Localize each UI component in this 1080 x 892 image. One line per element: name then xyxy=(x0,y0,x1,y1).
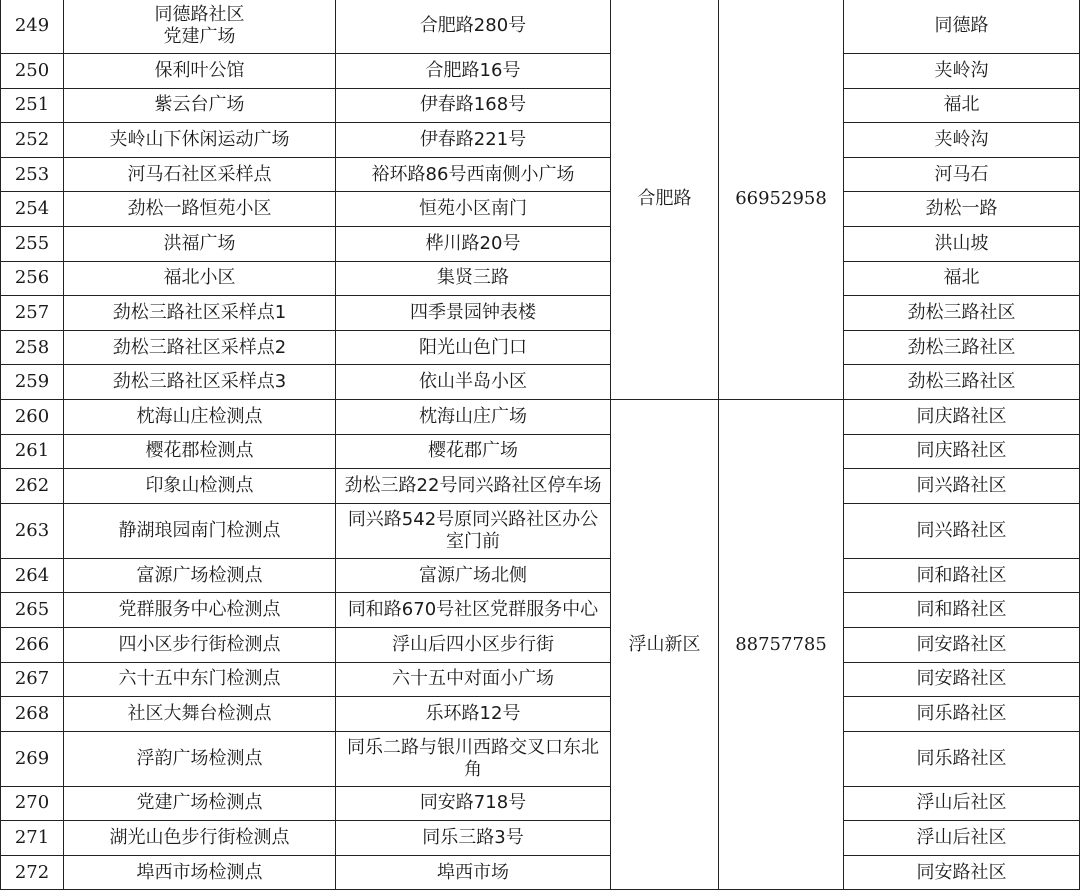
site-address-cell: 同兴路542号原同兴路社区办公 室门前 xyxy=(336,503,611,558)
site-name-cell: 紫云台广场 xyxy=(64,88,336,123)
site-name-cell: 劲松三路社区采样点2 xyxy=(64,330,336,365)
street-cell: 合肥路 xyxy=(611,0,719,399)
site-address-cell: 依山半岛小区 xyxy=(336,365,611,400)
row-number-cell: 265 xyxy=(1,593,64,628)
site-address-cell: 埠西市场 xyxy=(336,855,611,890)
community-cell: 劲松三路社区 xyxy=(844,330,1080,365)
site-address-cell: 合肥路280号 xyxy=(336,0,611,54)
community-cell: 同安路社区 xyxy=(844,855,1080,890)
row-number-cell: 261 xyxy=(1,434,64,469)
community-cell: 同乐路社区 xyxy=(844,697,1080,732)
site-name-cell: 保利叶公馆 xyxy=(64,54,336,89)
site-address-cell: 富源广场北侧 xyxy=(336,558,611,593)
site-name-cell: 劲松三路社区采样点1 xyxy=(64,296,336,331)
site-name-cell: 劲松一路恒苑小区 xyxy=(64,192,336,227)
community-cell: 劲松三路社区 xyxy=(844,296,1080,331)
table-row xyxy=(1,296,1080,331)
site-name-cell: 六十五中东门检测点 xyxy=(64,662,336,697)
site-address-cell: 集贤三路 xyxy=(336,261,611,296)
table-row xyxy=(1,558,1080,593)
row-number-cell: 253 xyxy=(1,157,64,192)
row-number-cell: 250 xyxy=(1,54,64,89)
site-address-cell: 同和路670号社区党群服务中心 xyxy=(336,593,611,628)
table-row xyxy=(1,0,1080,54)
table-row xyxy=(1,88,1080,123)
row-number-cell: 259 xyxy=(1,365,64,400)
row-number-cell: 271 xyxy=(1,821,64,856)
table-row xyxy=(1,697,1080,732)
row-number-cell: 262 xyxy=(1,469,64,504)
community-cell: 洪山坡 xyxy=(844,226,1080,261)
site-name-cell: 福北小区 xyxy=(64,261,336,296)
table-row xyxy=(1,330,1080,365)
community-cell: 浮山后社区 xyxy=(844,786,1080,821)
row-number-cell: 254 xyxy=(1,192,64,227)
site-address-cell: 樱花郡广场 xyxy=(336,434,611,469)
table-row xyxy=(1,821,1080,856)
site-address-cell: 阳光山色门口 xyxy=(336,330,611,365)
row-number-cell: 272 xyxy=(1,855,64,890)
community-cell: 同安路社区 xyxy=(844,662,1080,697)
table-row xyxy=(1,192,1080,227)
community-cell: 同庆路社区 xyxy=(844,434,1080,469)
row-number-cell: 255 xyxy=(1,226,64,261)
table-row xyxy=(1,593,1080,628)
site-name-cell: 樱花郡检测点 xyxy=(64,434,336,469)
community-cell: 夹岭沟 xyxy=(844,54,1080,89)
table-row xyxy=(1,399,1080,434)
site-name-cell: 浮韵广场检测点 xyxy=(64,731,336,786)
site-address-cell: 伊春路168号 xyxy=(336,88,611,123)
row-number-cell: 263 xyxy=(1,503,64,558)
row-number-cell: 260 xyxy=(1,399,64,434)
community-cell: 福北 xyxy=(844,261,1080,296)
site-name-cell: 党建广场检测点 xyxy=(64,786,336,821)
site-address-cell: 劲松三路22号同兴路社区停车场 xyxy=(336,469,611,504)
table-row xyxy=(1,434,1080,469)
site-name-cell: 富源广场检测点 xyxy=(64,558,336,593)
community-cell: 河马石 xyxy=(844,157,1080,192)
row-number-cell: 264 xyxy=(1,558,64,593)
community-cell: 同和路社区 xyxy=(844,558,1080,593)
community-cell: 劲松三路社区 xyxy=(844,365,1080,400)
phone-cell: 66952958 xyxy=(719,0,844,399)
table-row xyxy=(1,503,1080,558)
site-address-cell: 乐环路12号 xyxy=(336,697,611,732)
phone-cell: 88757785 xyxy=(719,399,844,890)
site-name-cell: 湖光山色步行街检测点 xyxy=(64,821,336,856)
street-cell: 浮山新区 xyxy=(611,399,719,890)
community-cell: 同庆路社区 xyxy=(844,399,1080,434)
table-row xyxy=(1,123,1080,158)
row-number-cell: 249 xyxy=(1,0,64,54)
site-name-cell: 四小区步行街检测点 xyxy=(64,627,336,662)
table-row xyxy=(1,54,1080,89)
site-address-cell: 伊春路221号 xyxy=(336,123,611,158)
site-address-cell: 裕环路86号西南侧小广场 xyxy=(336,157,611,192)
table-row xyxy=(1,469,1080,504)
site-address-cell: 四季景园钟表楼 xyxy=(336,296,611,331)
community-cell: 同德路 xyxy=(844,0,1080,54)
site-name-cell: 印象山检测点 xyxy=(64,469,336,504)
site-name-cell: 枕海山庄检测点 xyxy=(64,399,336,434)
table-row xyxy=(1,226,1080,261)
community-cell: 同和路社区 xyxy=(844,593,1080,628)
table-row xyxy=(1,365,1080,400)
community-cell: 同兴路社区 xyxy=(844,469,1080,504)
row-number-cell: 268 xyxy=(1,697,64,732)
site-name-cell: 社区大舞台检测点 xyxy=(64,697,336,732)
community-cell: 劲松一路 xyxy=(844,192,1080,227)
site-name-cell: 夹岭山下休闲运动广场 xyxy=(64,123,336,158)
table-body xyxy=(1,0,1080,890)
site-address-cell: 六十五中对面小广场 xyxy=(336,662,611,697)
community-cell: 夹岭沟 xyxy=(844,123,1080,158)
table-row xyxy=(1,786,1080,821)
table-row xyxy=(1,662,1080,697)
community-cell: 同乐路社区 xyxy=(844,731,1080,786)
site-address-cell: 恒苑小区南门 xyxy=(336,192,611,227)
row-number-cell: 256 xyxy=(1,261,64,296)
row-number-cell: 266 xyxy=(1,627,64,662)
table-row xyxy=(1,731,1080,786)
table-row xyxy=(1,855,1080,890)
site-name-cell: 静湖琅园南门检测点 xyxy=(64,503,336,558)
site-address-cell: 同安路718号 xyxy=(336,786,611,821)
site-name-cell: 洪福广场 xyxy=(64,226,336,261)
community-cell: 同安路社区 xyxy=(844,627,1080,662)
table-row xyxy=(1,157,1080,192)
site-name-cell: 劲松三路社区采样点3 xyxy=(64,365,336,400)
site-name-cell: 党群服务中心检测点 xyxy=(64,593,336,628)
site-address-cell: 同乐二路与银川西路交叉口东北 角 xyxy=(336,731,611,786)
site-address-cell: 桦川路20号 xyxy=(336,226,611,261)
site-name-cell: 同德路社区 党建广场 xyxy=(64,0,336,54)
site-address-cell: 合肥路16号 xyxy=(336,54,611,89)
row-number-cell: 251 xyxy=(1,88,64,123)
site-address-cell: 同乐三路3号 xyxy=(336,821,611,856)
site-address-cell: 枕海山庄广场 xyxy=(336,399,611,434)
community-cell: 浮山后社区 xyxy=(844,821,1080,856)
row-number-cell: 257 xyxy=(1,296,64,331)
site-name-cell: 河马石社区采样点 xyxy=(64,157,336,192)
row-number-cell: 252 xyxy=(1,123,64,158)
row-number-cell: 269 xyxy=(1,731,64,786)
community-cell: 同兴路社区 xyxy=(844,503,1080,558)
row-number-cell: 258 xyxy=(1,330,64,365)
table-row xyxy=(1,627,1080,662)
site-address-cell: 浮山后四小区步行街 xyxy=(336,627,611,662)
row-number-cell: 267 xyxy=(1,662,64,697)
site-name-cell: 埠西市场检测点 xyxy=(64,855,336,890)
table-row xyxy=(1,261,1080,296)
row-number-cell: 270 xyxy=(1,786,64,821)
community-cell: 福北 xyxy=(844,88,1080,123)
